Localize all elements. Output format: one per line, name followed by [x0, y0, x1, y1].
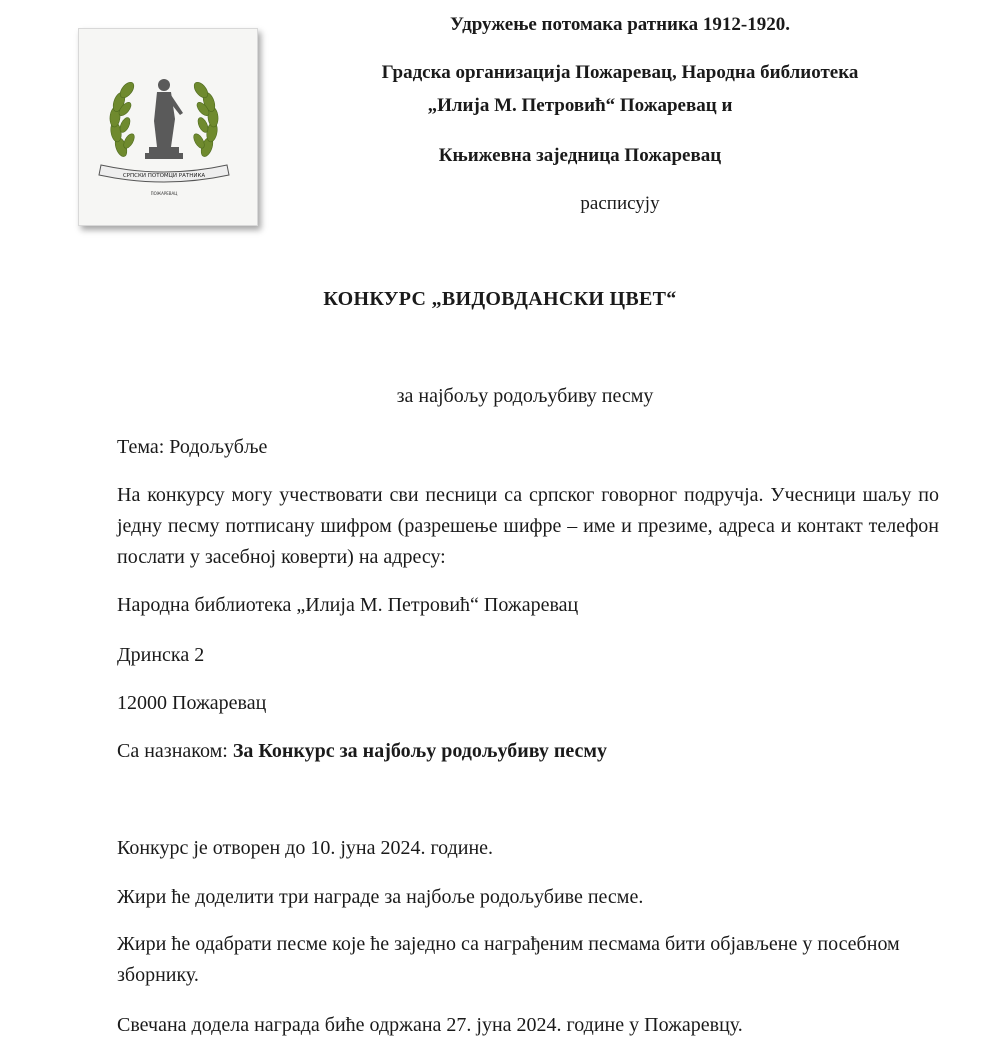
anthology-paragraph: Жири ће одабрати песме које ће заједно са награђеним песмама бити објављене у посебном зборнику. — [117, 933, 900, 986]
header-city-library-line: Градска организација Пожаревац, Народна библиотека — [381, 62, 859, 83]
address-library: Народна библиотека „Илија М. Петровић“ Пожаревац — [117, 594, 579, 616]
logo-ribbon-text: СРПСКИ ПОТОМЦИ РАТНИКА — [122, 173, 206, 179]
ceremony-line: Свечана додела награда биће одржана 27. јуна 2024. године у Пожаревцу. — [117, 1014, 743, 1036]
header-literary-community-line: Књижевна заједница Пожаревац — [438, 145, 722, 166]
header-announce-line: расписују — [580, 193, 660, 214]
address-street: Дринска 2 — [117, 644, 205, 666]
mark-line — [117, 736, 939, 767]
mark-label: Са назнаком: — [117, 740, 233, 762]
deadline-line: Конкурс је отворен до 10. јуна 2024. године. — [117, 837, 494, 859]
logo-card — [78, 28, 258, 226]
mark-value: За Конкурс за најбољу родољубиву песму — [232, 740, 607, 762]
awards-line: Жири ће доделити три награде за најбоље родољубиве песме. — [117, 886, 644, 908]
theme-line: Тема: Родољубље — [117, 436, 268, 458]
header-library-name-line: „Илија М. Петровић“ Пожаревац и — [427, 95, 733, 116]
monument-wreath-emblem-icon — [79, 29, 257, 225]
address-city: 12000 Пожаревац — [117, 692, 267, 714]
contest-subtitle: за најбољу родољубиву песму — [396, 385, 654, 407]
contest-title: КОНКУРС „ВИДОВДАНСКИ ЦВЕТ“ — [323, 288, 677, 310]
intro-paragraph: На конкурсу могу учествовати сви песници са српског говорног подручја. Учесници шаљу по једну песму потписану шифром (разрешење шифре – име и презиме, адреса и контакт телефон послати у засебној коверти) на адресу: — [117, 484, 939, 568]
header-organization-line: Удружење потомака ратника 1912-1920. — [449, 14, 790, 35]
logo-small-text: ПОЖАРЕВАЦ — [150, 191, 178, 196]
